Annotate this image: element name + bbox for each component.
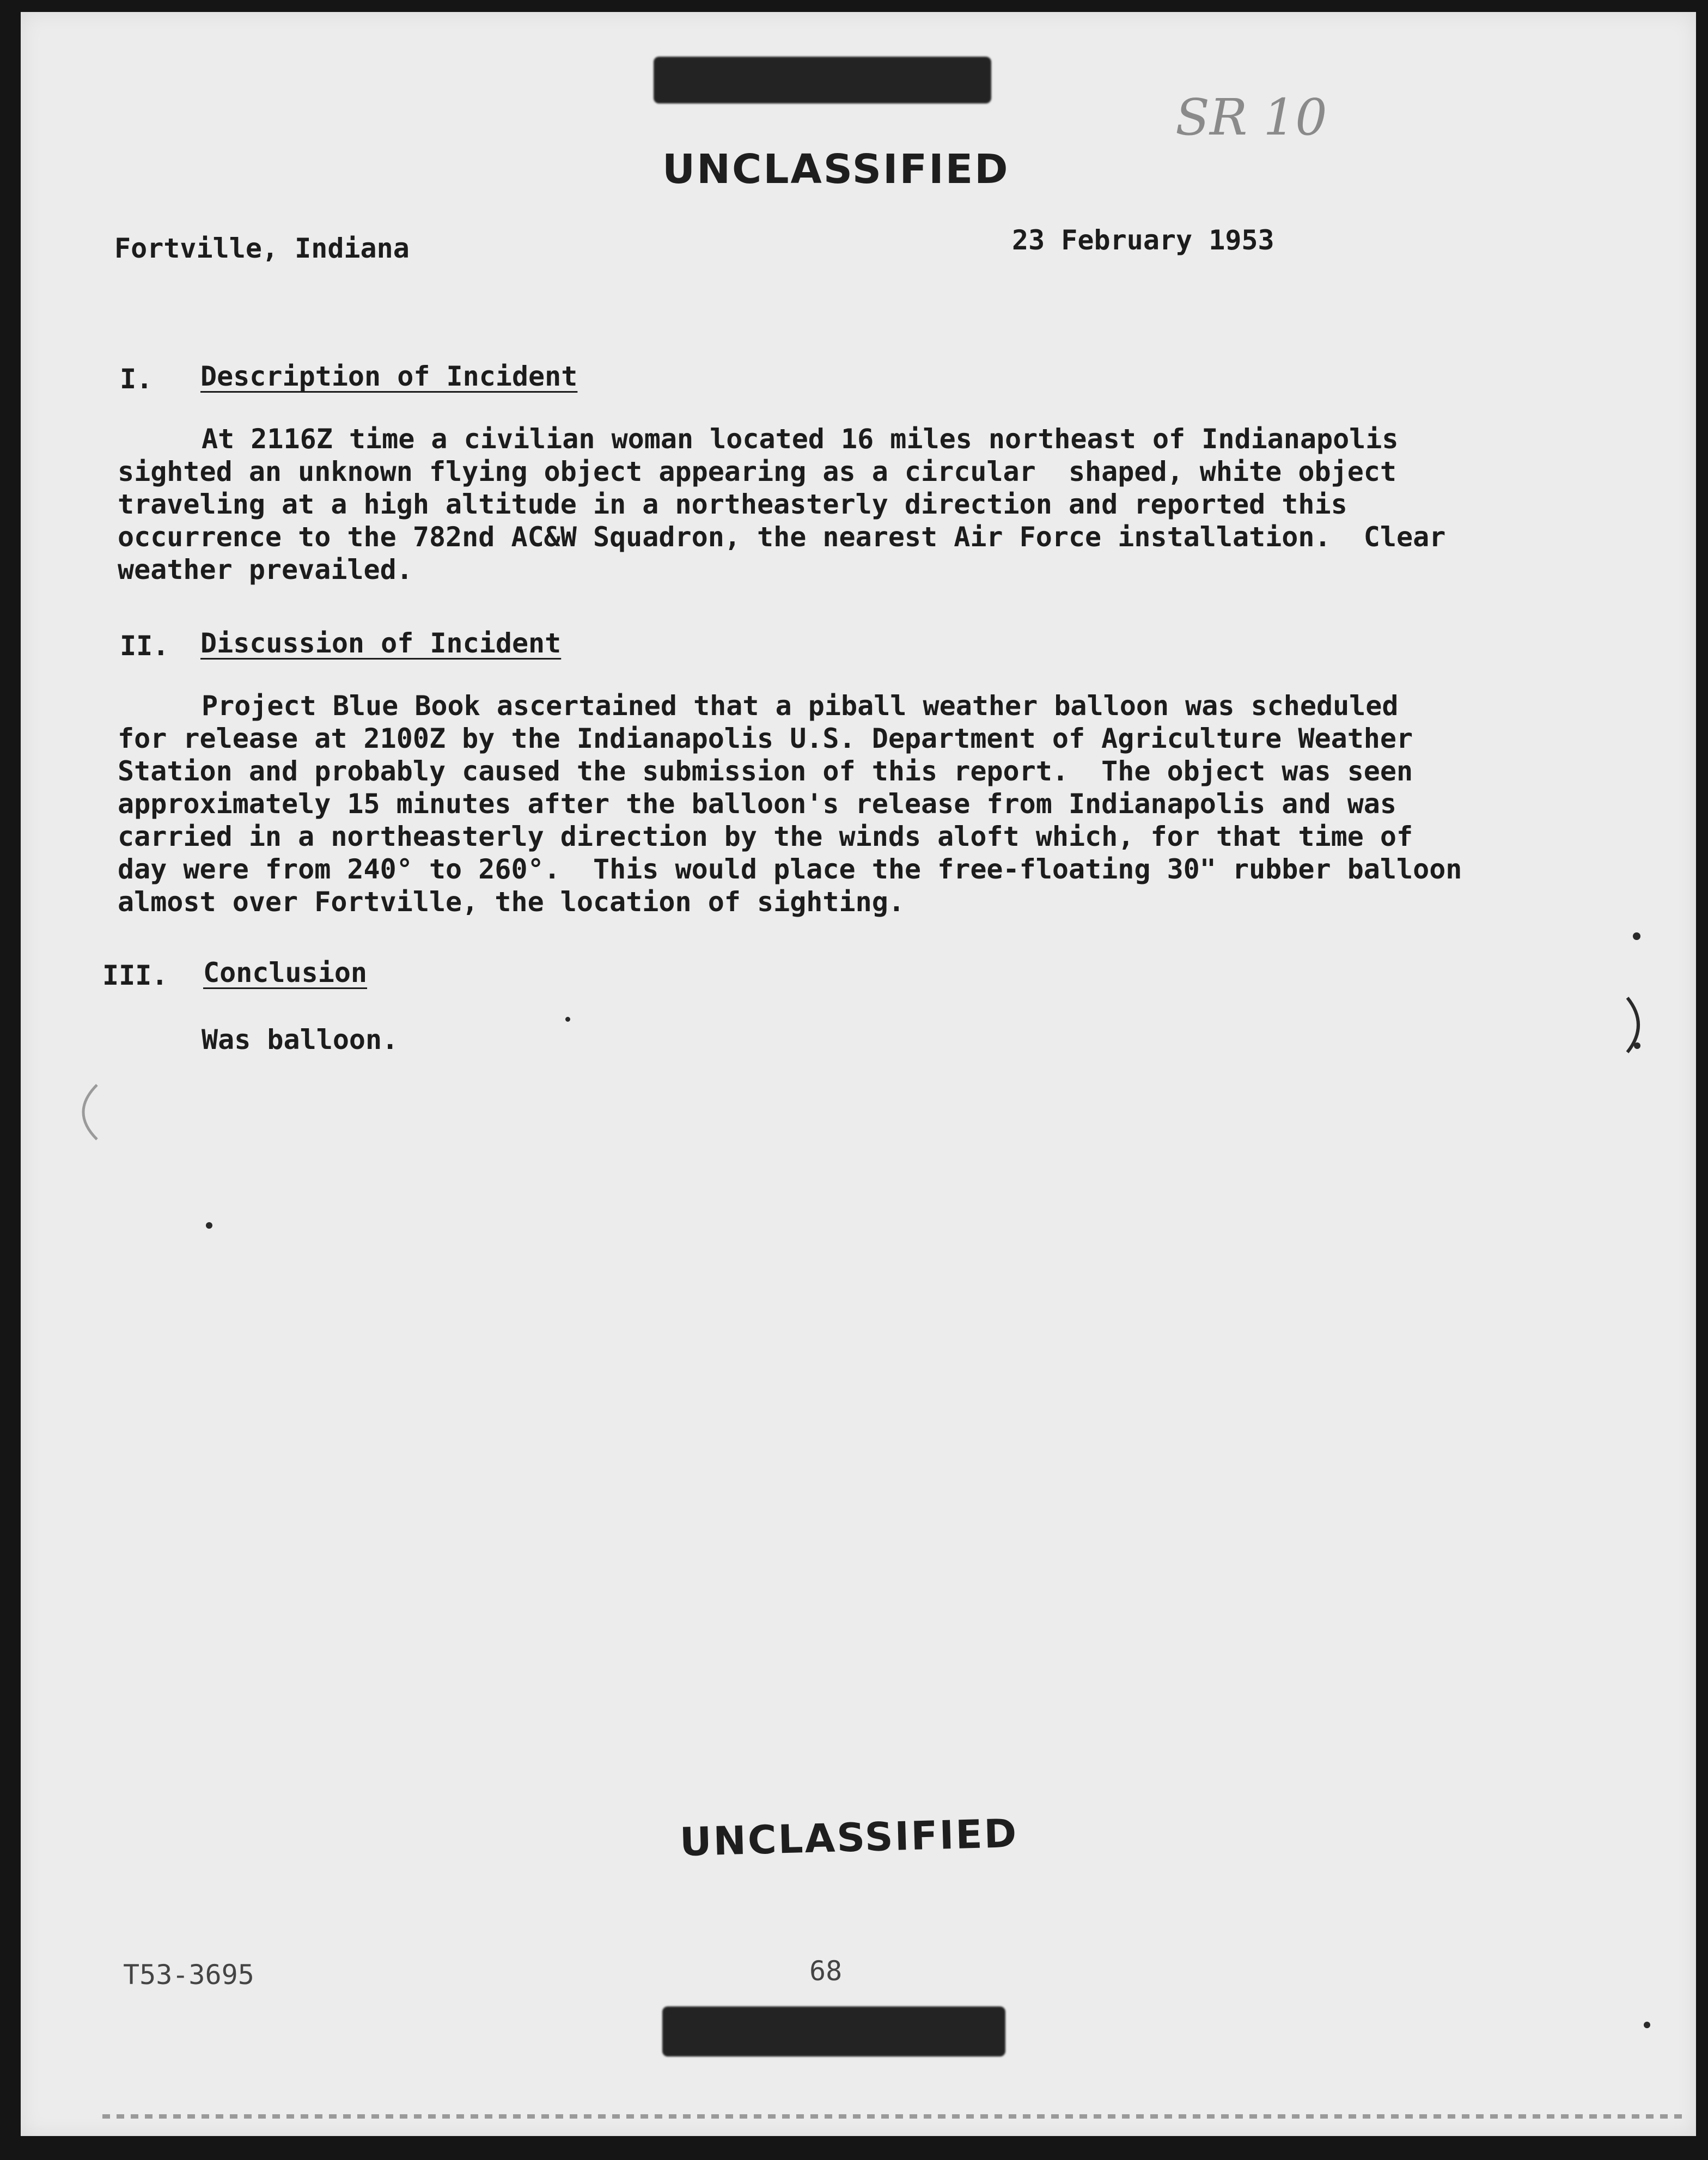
classification-stamp-bottom: UNCLASSIFIED bbox=[679, 1810, 1019, 1865]
section-1-line: weather prevailed. bbox=[118, 554, 413, 585]
section-2-line: Station and probably caused the submission of this report. The object was seen bbox=[118, 755, 1413, 787]
section-3-line: Was balloon. bbox=[202, 1024, 399, 1055]
section-1-line: occurrence to the 782nd AC&W Squadron, the nearest Air Force installation. Clear bbox=[118, 521, 1446, 553]
section-3-numeral: III. bbox=[102, 960, 168, 991]
redaction-bar-bottom bbox=[662, 2006, 1005, 2057]
section-2-line: carried in a northeasterly direction by the winds aloft which, for that time of bbox=[118, 821, 1413, 852]
handwritten-note: SR 10 bbox=[1175, 88, 1327, 147]
section-1-line: At 2116Z time a civilian woman located 16 miles northeast of Indianapolis bbox=[202, 423, 1399, 455]
section-2-line: Project Blue Book ascertained that a piball weather balloon was scheduled bbox=[202, 690, 1399, 722]
section-1-numeral: I. bbox=[120, 363, 153, 395]
scan-speck bbox=[206, 1222, 212, 1229]
scan-bracket-mark bbox=[1622, 992, 1655, 1058]
classification-stamp-top: UNCLASSIFIED bbox=[662, 146, 1010, 193]
page-number: 68 bbox=[809, 1955, 843, 1987]
scan-edge-rule bbox=[102, 2114, 1682, 2119]
section-2-line: almost over Fortville, the location of sighting. bbox=[118, 886, 905, 918]
scan-speck bbox=[1633, 932, 1640, 940]
section-2-title: Discussion of Incident bbox=[200, 627, 562, 659]
section-1-line: sighted an unknown flying object appearing as a circular shaped, white object bbox=[118, 456, 1396, 487]
document-location: Fortville, Indiana bbox=[114, 233, 410, 264]
file-number: T53-3695 bbox=[123, 1959, 254, 1991]
section-1-line: traveling at a high altitude in a northeasterly direction and reported this bbox=[118, 489, 1347, 520]
section-2-line: day were from 240° to 260°. This would place the free-floating 30" rubber balloon bbox=[118, 853, 1462, 885]
scan-speck bbox=[565, 1017, 570, 1022]
document-date: 23 February 1953 bbox=[1012, 224, 1274, 256]
section-2-numeral: II. bbox=[120, 630, 169, 662]
redaction-bar-top bbox=[654, 57, 991, 103]
section-3-title: Conclusion bbox=[203, 957, 368, 989]
section-2-line: for release at 2100Z by the Indianapolis U.S. Department of Agriculture Weather bbox=[118, 723, 1413, 754]
document-page bbox=[21, 12, 1696, 2136]
section-2-line: approximately 15 minutes after the balloon's release from Indianapolis and was bbox=[118, 788, 1396, 820]
section-1-title: Description of Incident bbox=[200, 361, 578, 392]
scan-bracket-mark bbox=[70, 1079, 102, 1145]
scan-speck bbox=[1644, 2022, 1650, 2028]
